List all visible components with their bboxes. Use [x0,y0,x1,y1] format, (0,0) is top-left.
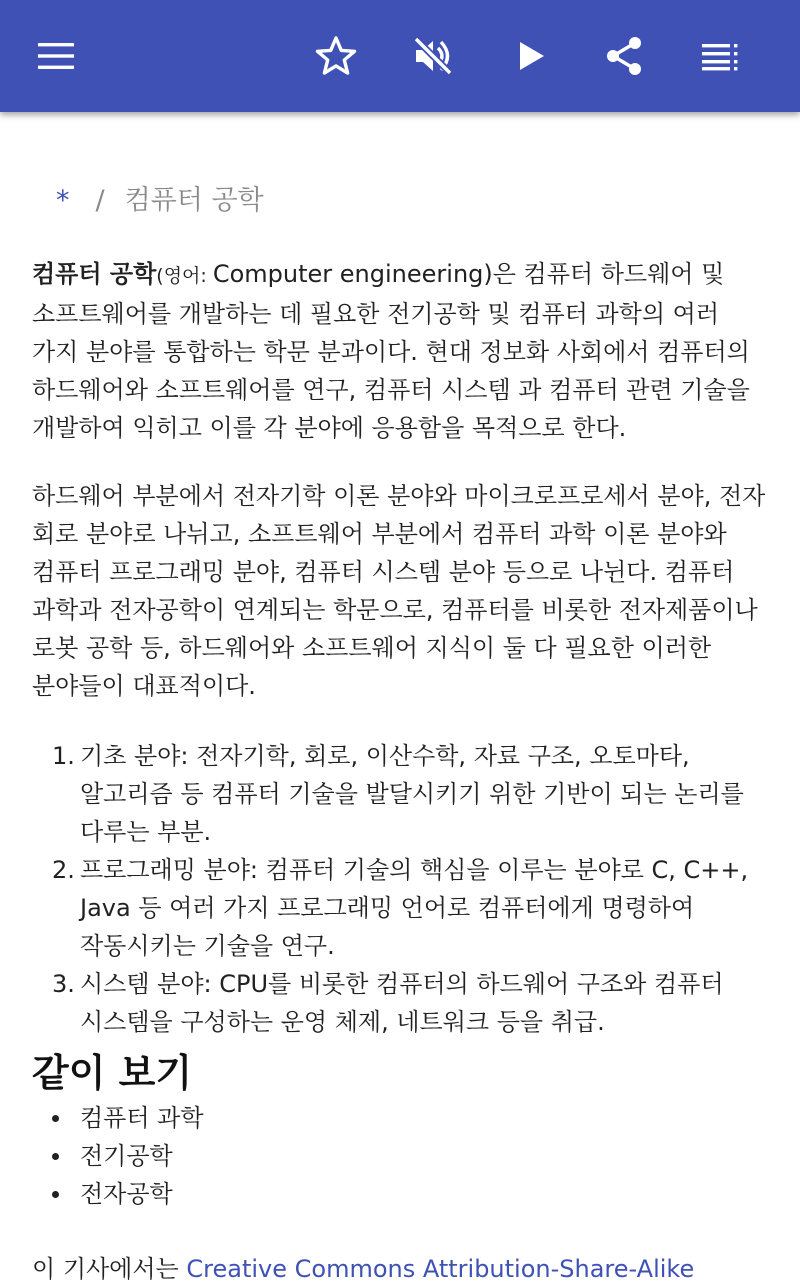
list-text: 프로그래밍 분야: 컴퓨터 기술의 핵심을 이루는 분야로 C, C++, Java 등 여러 가지 프로그래밍 언어로 컴퓨터에게 명령하여 작동시키는 기술을 연구. [80,856,749,960]
bullet [52,1115,59,1122]
star-outline-icon[interactable] [312,32,360,80]
list-number: 1. [52,742,75,770]
license-footer [32,1250,694,1288]
see-also-label: 전자공학 [80,1180,173,1208]
see-also-item[interactable] [32,1099,204,1137]
list-number: 2. [52,856,75,884]
list-item [32,965,772,1041]
list-number: 3. [52,970,75,998]
footer-text: 이 기사에서는 [32,1255,187,1283]
bullet [52,1153,59,1160]
play-icon[interactable] [506,32,554,80]
see-also-label: 전기공학 [80,1142,173,1170]
intro-text: Computer engineering)은 컴퓨터 하드웨어 및 소프트웨어를 개발하는 데 필요한 전기공학 및 컴퓨터 과학의 여러 가지 분야를 통합하는 학문 분과이다. 현대 정보화 사회에서 컴퓨터의 하드웨어와 소프트웨어를 연구, 컴퓨터 시스템 과 컴퓨터 관련 기술을 개발하여 익히고 이를 각 분야에 응용함을 목적으로 한다. [32,260,750,442]
list-item [32,737,772,851]
hamburger-menu-icon[interactable] [32,32,80,80]
see-also-list [32,1099,204,1213]
volume-off-icon[interactable] [408,32,456,80]
app-toolbar [0,0,800,112]
see-also-label: 컴퓨터 과학 [80,1104,204,1132]
field-list [32,737,772,1041]
list-item [32,851,772,965]
see-also-heading: 같이 보기 [32,1051,193,1095]
breadcrumb-home-link[interactable]: * [56,185,70,216]
bullet [52,1191,59,1198]
breadcrumb [56,178,264,217]
share-icon[interactable] [600,32,648,80]
list-text: 시스템 분야: CPU를 비롯한 컴퓨터의 하드웨어 구조와 컴퓨터 시스템을 구성하는 운영 체제, 네트워크 등을 취급. [80,970,724,1036]
breadcrumb-separator: / [95,185,105,216]
license-link[interactable]: Creative Commons Attribution-Share-Alike [186,1255,695,1283]
list-text: 기초 분야: 전자기학, 회로, 이산수학, 자료 구조, 오토마타, 알고리즘 등 컴퓨터 기술을 발달시키기 위한 기반이 되는 논리를 다루는 부분. [80,742,744,846]
see-also-item[interactable] [32,1137,204,1175]
see-also-item[interactable] [32,1175,204,1213]
article-title: 컴퓨터 공학 [32,260,157,288]
intro-paragraph [32,255,772,447]
second-paragraph: 하드웨어 부분에서 전자기학 이론 분야와 마이크로프로세서 분야, 전자 회로 분야로 나뉘고, 소프트웨어 부분에서 컴퓨터 과학 이론 분야와 컴퓨터 프로그래밍 분야, 컴퓨터 시스템 분야 등으로 나뉜다. 컴퓨터 과학과 전자공학이 연계되는 학문으로, 컴퓨터를 비롯한 전자제품이나 로봇 공학 등, 하드웨어와 소프트웨어 지식이 둘 다 필요한 이러한 분야들이 대표적이다. [32,482,766,700]
table-of-contents-icon[interactable] [696,32,744,80]
intro-language-note: (영어: [156,265,213,287]
breadcrumb-current: 컴퓨터 공학 [124,185,264,216]
